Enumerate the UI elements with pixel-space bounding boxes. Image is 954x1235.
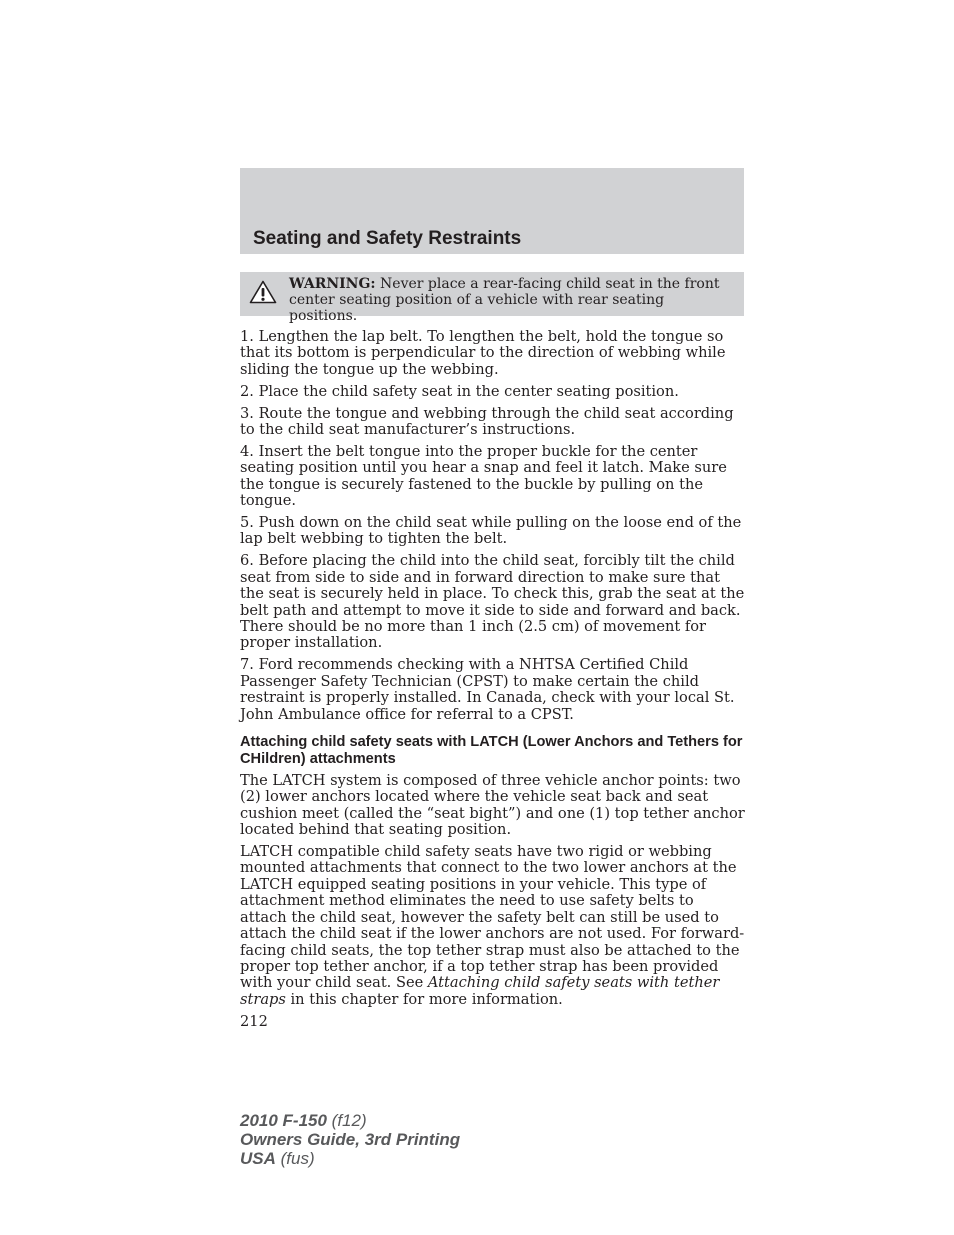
footer-line-model xyxy=(240,1111,460,1130)
warning-box xyxy=(240,272,744,324)
warning-label: WARNING: xyxy=(289,276,376,292)
latch-paragraph-2-start: LATCH compatible child safety seats have two rigid or webbing mounted attachments that connect to the two lower anchors at the LATCH equipped seating positions in your vehicle. This type of attachment method eliminates the need to use safety belts to attach the child seat, however the safety belt can still be used to attach the child seat if the lower anchors are not used. For forward-facing child seats, the top tether strap must also be attached to the proper top tether anchor, if a top tether strap has been provided with your child seat. See xyxy=(240,843,745,992)
warning-triangle-icon xyxy=(249,280,277,304)
latch-heading: Attaching child safety seats with LATCH (Lower Anchors and Tethers for CHildren) attachments xyxy=(240,733,743,767)
latch-paragraph-2-end: in this chapter for more information. xyxy=(285,990,563,1008)
page-content xyxy=(240,329,745,1036)
step-3: 3. Route the tongue and webbing through the child seat according to the child seat manufacturer’s instructions. xyxy=(240,404,734,439)
step-1: 1. Lengthen the lap belt. To lengthen the belt, hold the tongue so that its bottom is perpendicular to the direction of webbing while sliding the tongue up the webbing. xyxy=(240,328,726,378)
footer-model-code: (f12) xyxy=(326,1111,367,1130)
latch-paragraph-1: The LATCH system is composed of three vehicle anchor points: two (2) lower anchors located where the vehicle seat back and seat cushion meet (called the “seat bight”) and one (1) top tether anchor located behind that seating position. xyxy=(240,771,745,839)
page-number: 212 xyxy=(240,1012,268,1030)
step-5: 5. Push down on the child seat while pulling on the loose end of the lap belt webbing to tighten the belt. xyxy=(240,514,742,548)
step-2: 2. Place the child safety seat in the center seating position. xyxy=(240,382,679,400)
step-4: 4. Insert the belt tongue into the proper buckle for the center seating position until you hear a snap and feel it latch. Make sure the tongue is securely fastened to the buckle by pulling on the tongue. xyxy=(240,442,727,510)
section-header xyxy=(240,168,744,254)
footer-guide: Owners Guide, 3rd Printing xyxy=(240,1130,461,1149)
step-7: 7. Ford recommends checking with a NHTSA Certified Child Passenger Safety Technician (CPST) to make certain the child restraint is properly installed. In Canada, check with your local St. John Ambulance office for referral to a CPST. xyxy=(240,656,735,723)
step-6: 6. Before placing the child into the child seat, forcibly tilt the child seat from side to side and in forward direction to make sure that the seat is securely held in place. To check this, grab the seat at the belt path and attempt to move it side to side and forward and back. There should be no more than 1 inch (2.5 cm) of movement for proper installation. xyxy=(240,552,745,652)
footer-line-region xyxy=(240,1149,460,1168)
footer-model: 2010 F-150 xyxy=(240,1111,327,1130)
footer-region: USA xyxy=(240,1149,276,1168)
section-title: Seating and Safety Restraints xyxy=(253,228,522,249)
latch-paragraph-2 xyxy=(240,844,745,1008)
warning-message: Never place a rear-facing child seat in the front center seating position of a vehicle with rear seating positions. xyxy=(289,276,720,324)
footer xyxy=(240,1111,460,1168)
warning-text xyxy=(289,276,729,324)
footer-region-code: (fus) xyxy=(275,1149,315,1168)
cross-reference: Attaching child safety seats with tether straps xyxy=(240,974,720,1008)
